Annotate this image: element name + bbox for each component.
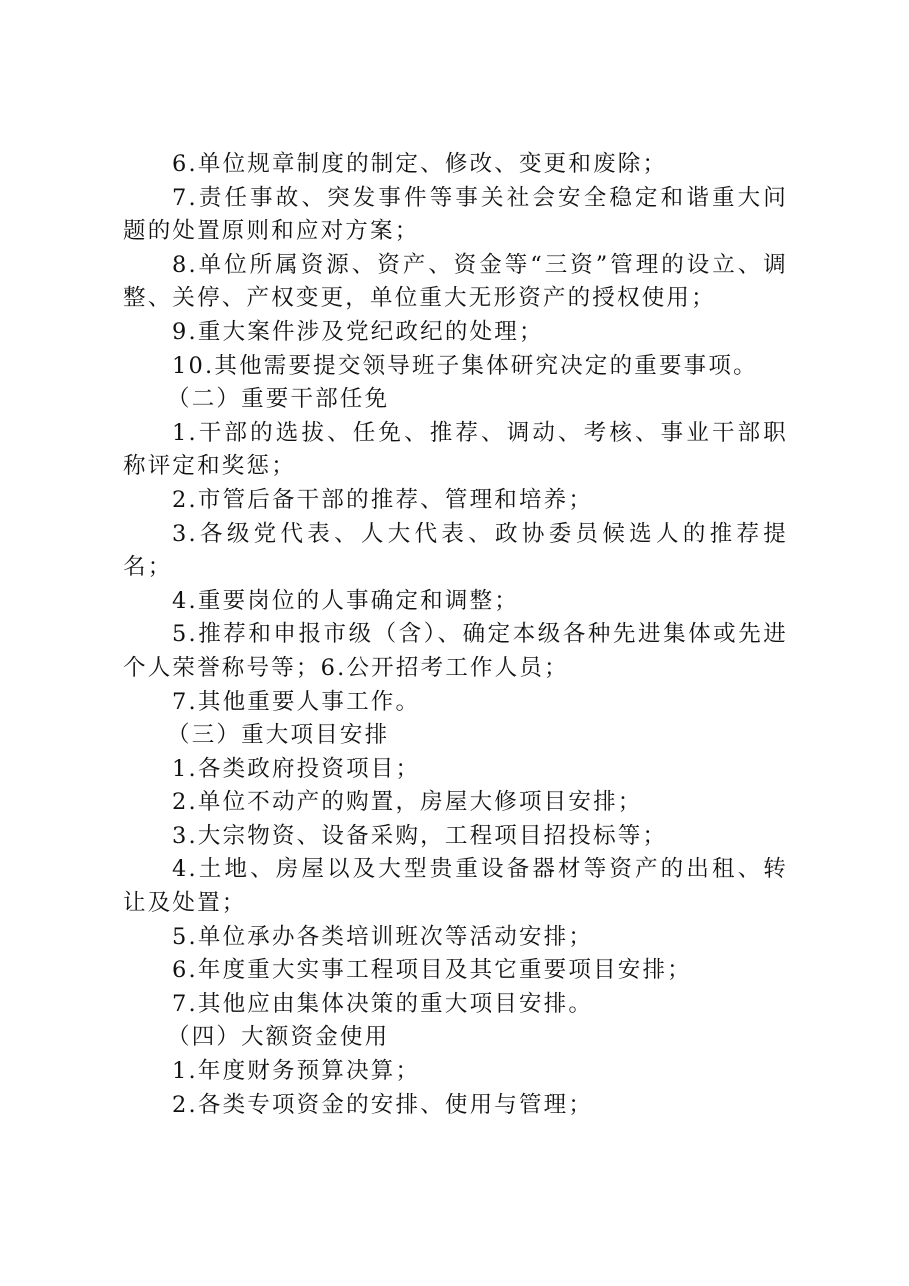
paragraph-item-project-1: 1.各类政府投资项目； <box>172 755 421 782</box>
paragraph-item-9: 9.重大案件涉及党纪政纪的处理； <box>172 318 544 345</box>
paragraph-item-6: 6.单位规章制度的制定、修改、变更和废除； <box>172 151 668 177</box>
paragraph-item-cadre-7: 7.其他重要人事工作。 <box>172 688 421 715</box>
paragraph-item-project-6: 6.年度重大实事工程项目及其它重要项目安排； <box>172 957 692 984</box>
paragraph-item-7: 7.责任事故、突发事件等事关社会安全稳定和谐重大问题的处置原则和应对方案； <box>123 184 788 245</box>
paragraph-item-cadre-3: 3.各级党代表、人大代表、政协委员候选人的推荐提名； <box>123 520 788 581</box>
section-heading-2: （二）重要干部任免 <box>167 386 390 413</box>
paragraph-item-fund-2: 2.各类专项资金的安排、使用与管理； <box>172 1091 594 1118</box>
paragraph-item-project-4: 4.土地、房屋以及大型贵重设备器材等资产的出租、转让及处置； <box>123 856 788 917</box>
paragraph-item-cadre-2: 2.市管后备干部的推荐、管理和培养； <box>172 486 594 513</box>
paragraph-item-cadre-5: 5.推荐和申报市级（含）、确定本级各种先进集体或先进个人荣誉称号等；6.公开招考工作人员； <box>123 621 788 681</box>
paragraph-item-project-2: 2.单位不动产的购置，房屋大修项目安排； <box>172 789 643 816</box>
paragraph-item-cadre-1: 1.干部的选拔、任免、推荐、调动、考核、事业干部职称评定和奖惩； <box>123 419 788 480</box>
paragraph-item-10: 10.其他需要提交领导班子集体研究决定的重要事项。 <box>172 352 758 379</box>
document-body <box>123 148 788 1122</box>
section-heading-4: （四）大额资金使用 <box>167 1024 390 1051</box>
section-heading-3: （三）重大项目安排 <box>167 722 390 749</box>
paragraph-item-fund-1: 1.年度财务预算决算； <box>172 1058 421 1085</box>
paragraph-item-8: 8.单位所属资源、资产、资金等“三资”管理的设立、调整、关停、产权变更，单位重大无形资产的授权使用； <box>123 251 788 312</box>
paragraph-item-cadre-4: 4.重要岗位的人事确定和调整； <box>172 587 519 614</box>
paragraph-item-project-7: 7.其他应由集体决策的重大项目安排。 <box>172 990 594 1017</box>
paragraph-item-project-3: 3.大宗物资、设备采购，工程项目招投标等； <box>172 822 668 849</box>
paragraph-item-project-5: 5.单位承办各类培训班次等活动安排； <box>172 923 594 950</box>
